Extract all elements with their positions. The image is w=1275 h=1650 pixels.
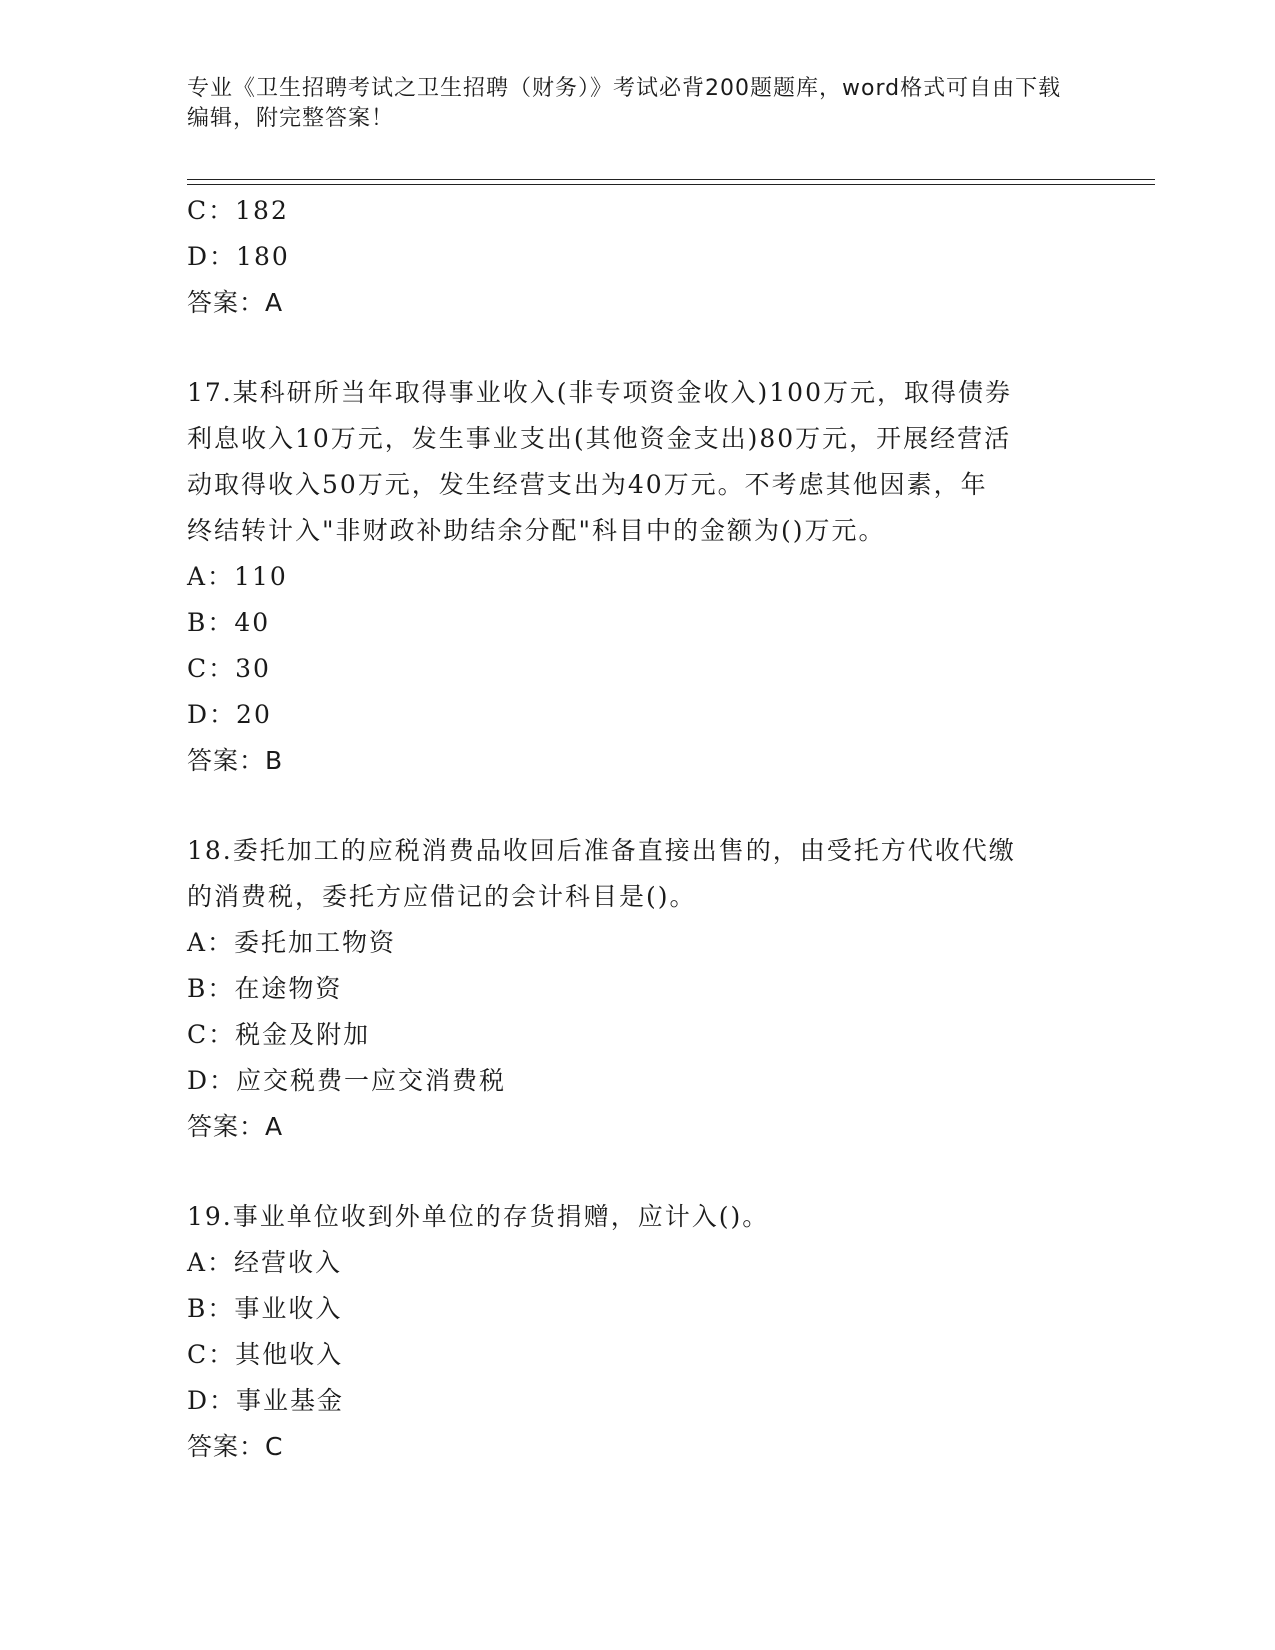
option-a: A：经营收入	[187, 1248, 343, 1277]
question-text-line: 19.事业单位收到外单位的存货捐赠，应计入()。	[187, 1202, 770, 1231]
question-text-line: 动取得收入50万元，发生经营支出为40万元。不考虑其他因素，年	[187, 470, 988, 499]
question-text-line: 18.委托加工的应税消费品收回后准备直接出售的，由受托方代收代缴	[187, 836, 1016, 865]
spacer	[187, 326, 1087, 370]
document-header	[187, 74, 1067, 134]
option-b: B：40	[187, 608, 271, 637]
option-c: C：其他收入	[187, 1340, 344, 1369]
question-17	[187, 370, 1087, 784]
header-title: 专业《卫生招聘考试之卫生招聘（财务）》考试必背200题题库，word格式可自由下载编辑，附完整答案！	[187, 76, 1062, 131]
question-18	[187, 828, 1087, 1150]
option-d: D：20	[187, 700, 272, 729]
question-text-line: 的消费税，委托方应借记的会计科目是()。	[187, 882, 697, 911]
header-rule-bottom	[187, 184, 1155, 185]
question-19	[187, 1194, 1087, 1470]
option-d: D：事业基金	[187, 1386, 345, 1415]
answer: 答案：B	[187, 746, 284, 775]
question-text-line: 利息收入10万元，发生事业支出(其他资金支出)80万元，开展经营活	[187, 424, 1012, 453]
option-a: A：委托加工物资	[187, 928, 397, 957]
spacer	[187, 1150, 1087, 1194]
option-a: A：110	[187, 562, 288, 591]
question-16-tail	[187, 188, 1087, 326]
answer: 答案：A	[187, 1112, 284, 1141]
option-c: C：30	[187, 654, 271, 683]
option-c: C：182	[187, 196, 289, 225]
header-rule-top	[187, 179, 1155, 180]
question-list	[187, 188, 1087, 1470]
answer: 答案：C	[187, 1432, 284, 1461]
option-b: B：在途物资	[187, 974, 343, 1003]
question-text-line: 17.某科研所当年取得事业收入(非专项资金收入)100万元，取得债券	[187, 378, 1012, 407]
option-d: D：应交税费一应交消费税	[187, 1066, 507, 1095]
answer: 答案：A	[187, 288, 284, 317]
option-b: B：事业收入	[187, 1294, 343, 1323]
spacer	[187, 784, 1087, 828]
question-text-line: 终结转计入"非财政补助结余分配"科目中的金额为()万元。	[187, 516, 886, 545]
option-c: C：税金及附加	[187, 1020, 371, 1049]
option-d: D：180	[187, 242, 290, 271]
